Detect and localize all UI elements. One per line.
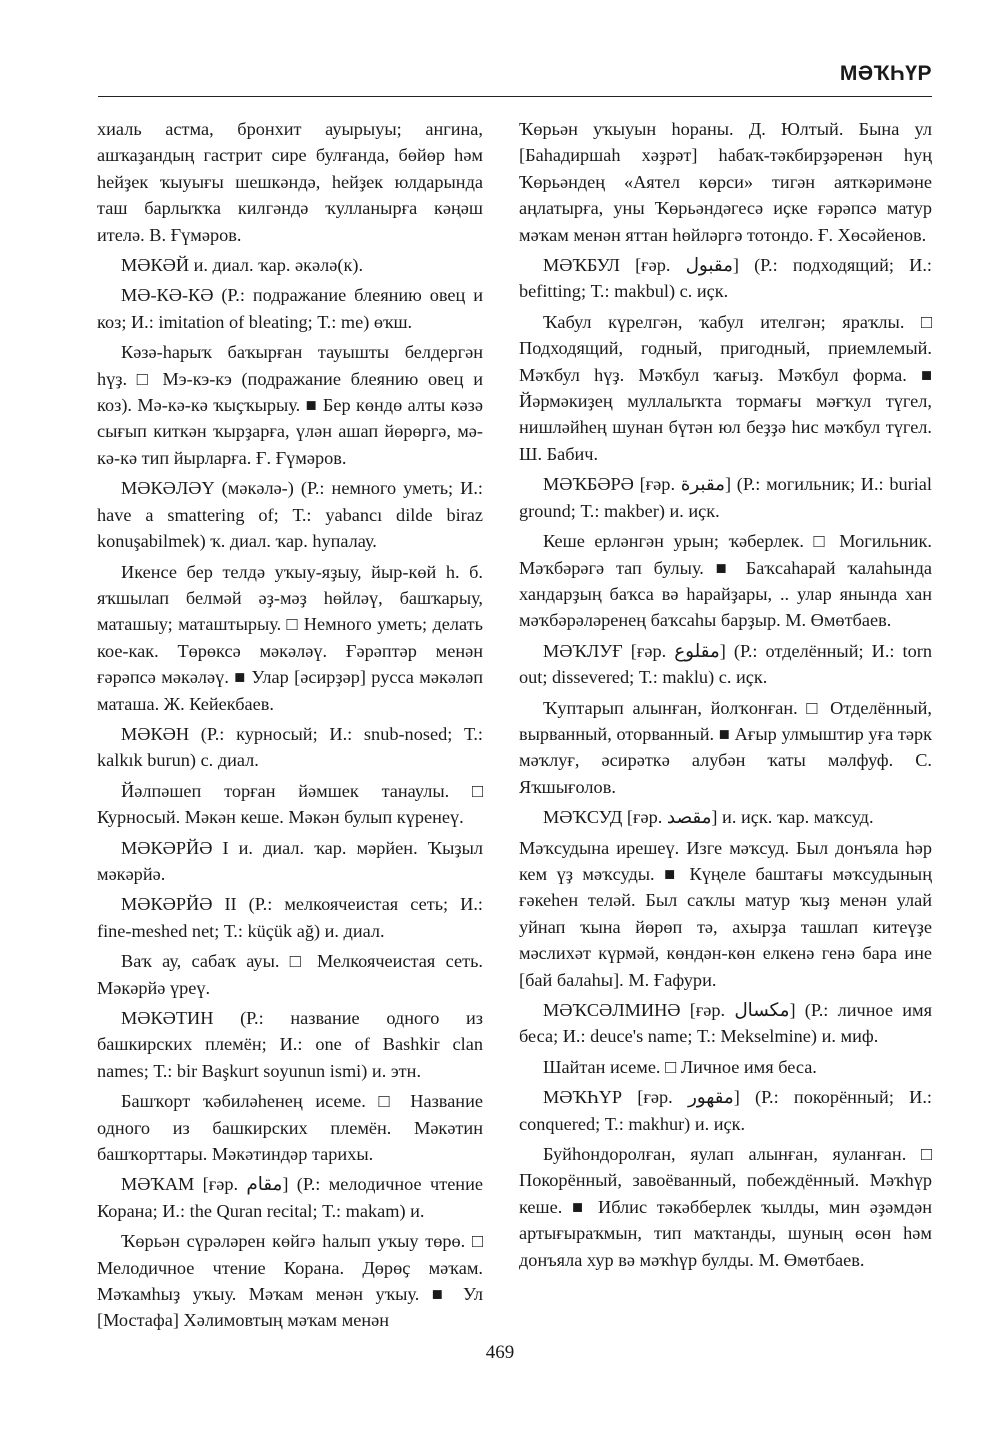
entry-makbara: МӘҠБӘРӘ [ғәр. مقبرة] (Р.: могильник; И.: burial ground; Т.: makber) и. иҫк. [519,474,932,521]
entry-makselmina-def: Шайтан исеме. □ Личное имя беса. [543,1056,817,1077]
running-header [98,62,932,97]
page-number: 469 [485,1342,515,1363]
entry-makarya-1: МӘКӘРЙӘ I и. диал. ҡар. мәрйен. Ҡыҙыл мәкәрйә. [97,837,483,884]
entry-makatin-def: Башҡорт ҡәбиләһенең исеме. □ Название одного из башкирских племён. Мәкәтин башҡорттары. Мәкәтиндәр тарихы. [97,1091,483,1165]
entry-makbara-def: Кеше ерләнгән урын; ҡәберлек. □ Могильник. Мәҡбәрәгә тап булыу. ■ Баҡсаһарай ҡалаһында хандарҙың баҡса вә һарайҙары, .. улар янында хан мәҡбәрәләренең баҡсаһы барҙыр. М. Өмөтбаев. [519,531,932,631]
running-head-word: МӘҠҺҮР [839,62,932,85]
entry-makhur: МӘҠҺҮР [ғәр. مقهور] (Р.: покорённый; И.: conquered; Т.: makhur) и. иҫк. [519,1087,932,1134]
entry-makan: МӘКӘН (Р.: курносый; И.: snub-nosed; Т.: kalkık burun) с. диал. [97,723,483,771]
entry-makan-def: Йәлпәшеп торған йәмшек танаулы. □ Курносый. Мәкән кеше. Мәкән булып күренеү. [97,780,483,828]
entry-continuation: хиаль астма, бронхит ауырыуы; ангина, ашҡаҙандың гастрит сире булғанда, бөйөр һәм һейҙек ҡыуығы шешкәндә, һейҙек юлдарында таш барлыҡҡа килгәндә ҡулланырға кәңәш ителә. В. Ғүмәров. [97,119,483,245]
entry-makalau: МӘКӘЛӘҮ (мәкәлә-) (Р.: немного уметь; И.: have a smattering of; Т.: yabancı dilde biraz konuşabilmek) ҡ. диал. ҡар. һупалау. [97,478,483,552]
right-column [519,116,932,1277]
entry-makbul-def: Ҡабул күрелгән, ҡабул ителгән; яраҡлы. □ Подходящий, годный, пригодный, приемлемый. Мәҡбул һүҙ. Мәҡбул ҡағыҙ. Мәҡбул форма. ■ Йәрмәкиҙең муллалыҡта тормағы мәғҡул түгел, нишләйһең шунан бүтән юл беҙҙә һис мәҡбул түгел. Ш. Бабич. [519,311,932,464]
entry-maklug-def: Ҡуптарып алынған, йолҡонған. □ Отделённый, вырванный, оторванный. ■ Ағыр улмыштир уға тәрк мәҡлуғ, әсирәткә алубән ҡаты мәлфуф. С. Яҡшығолов. [519,697,932,797]
entry-makam-def: Ҡөрьән сүрәләрен көйгә һалып уҡыу төрө. □ Мелодичное чтение Корана. Дөрөҫ мәҡам. Мәҡамһыҙ уҡыу. Мәҡам менән уҡыу. ■ Ул [Мостафа] Хәлимовтың мәҡам менән [97,1231,483,1331]
entry-maklug: МӘҠЛУҒ [ғәр. مقلوع] (Р.: отделённый; И.: torn out; dissevered; Т.: maklu) с. иҫк. [519,640,932,688]
entry-makatin: МӘКӘТИН (Р.: название одного из башкирских племён; И.: one of Bashkir clan names; Т.: bir Başkurt soyunun ismi) и. этн. [97,1008,483,1081]
entry-maksud: МӘҠСУД [ғәр. مقصد] и. иҫк. ҡар. маҡсуд. [543,807,874,828]
entry-makalau-def: Икенсе бер телдә уҡыу-яҙыу, йыр-көй һ. б. яҡшылап белмәй әҙ-мәҙ һөйләү, башҡарыу, маташыу; маташтырыу. □ Немного уметь; делать кое-как. Төрөксә мәкәләү. Ғәрәптәр менән ғәрәпсә мәкәләү. ■ Улар [әсирҙәр] русса мәкәләп маташа. Ж. Кейекбаев. [97,561,483,714]
entry-makam: МӘҠАМ [ғәр. مقام] (Р.: мелодичное чтение Корана; И.: the Quran recital; Т.: makam) и. [97,1174,483,1221]
entry-makarya-2-def: Ваҡ ау, сабаҡ ауы. □ Мелкоячеистая сеть. Мәкәрйә үреү. [97,951,483,998]
entry-maksud-examples: Мәҡсудына ирешеү. Изге мәҡсуд. Был донъяла һәр кем үҙ мәҡсуды. ■ Күңеле баштағы мәҡсудының ғәкеһен теләй. Был саҡлы матур ҡыҙ менән улай уйнап ҡына йөрөп тә, ахырҙа ташлап китеүҙе мәслихәт күрмәй, көндән-көн елкенә генә бара ине [бай балаһы]. М. Ғафури. [519,837,932,990]
entry-makarya-2: МӘКӘРЙӘ II (Р.: мелкоячеистая сеть; И.: fine-meshed net; Т.: küçük ağ) и. диал. [97,894,483,941]
entry-makam-continuation: Ҡөрьән уҡыуын һораны. Д. Юлтый. Бына ул [Баһадиршаһ хәҙрәт] һабаҡ-тәкбирҙәренән һуң Ҡөрьәндең «Аятел көрси» тигән аяткәримәне аңлатырға, уны Ҡөрьәндәгесә иҫке ғәрәпсә матур мәҡам менән яттан һөйләргә тотондо. Ғ. Хөсәйенов. [519,119,932,245]
entry-ma-ka-ka-def: Кәзә-һарыҡ баҡырған тауышты белдергән һүҙ. □ Мэ-кэ-кэ (подражание блеянию овец и коз). Мә-кә-кә ҡыҫҡырыу. ■ Бер көндө алты кәзә сығып киткән ҡырҙарға, үлән ашап йөрөргә, мә-кә-кә тип йырларға. Ғ. Ғүмәров. [97,342,483,468]
entry-ma-ka-ka: МӘ-КӘ-КӘ (Р.: подражание блеянию овец и коз; И.: imitation of bleating; Т.: me) өҡш. [97,285,483,332]
entry-makhur-def: Буйһондоролған, яулап алынған, яуланған. □ Покорённый, завоёванный, побеждённый. Мәҡһүр кеше. ■ Иблис тәкәбберлек ҡылды, мин әҙәмдән артығыраҡмын, тип маҡтанды, шуның өсөн һәм донъяла хур вә мәҡһүр булды. М. Өмөтбаев. [519,1144,932,1270]
entry-makbul: МӘҠБУЛ [ғәр. مقبول] (Р.: подходящий; И.: befitting; Т.: makbul) с. иҫк. [519,255,932,302]
entry-makay: МӘКӘЙ и. диал. ҡар. әкәлә(к). [121,255,364,276]
left-column [97,116,483,1338]
entry-makselmina: МӘҠСӘЛМИНӘ [ғәр. مكسال] (Р.: личное имя беса; И.: deuce's name; Т.: Mekselmine) и. миф. [519,1000,932,1047]
